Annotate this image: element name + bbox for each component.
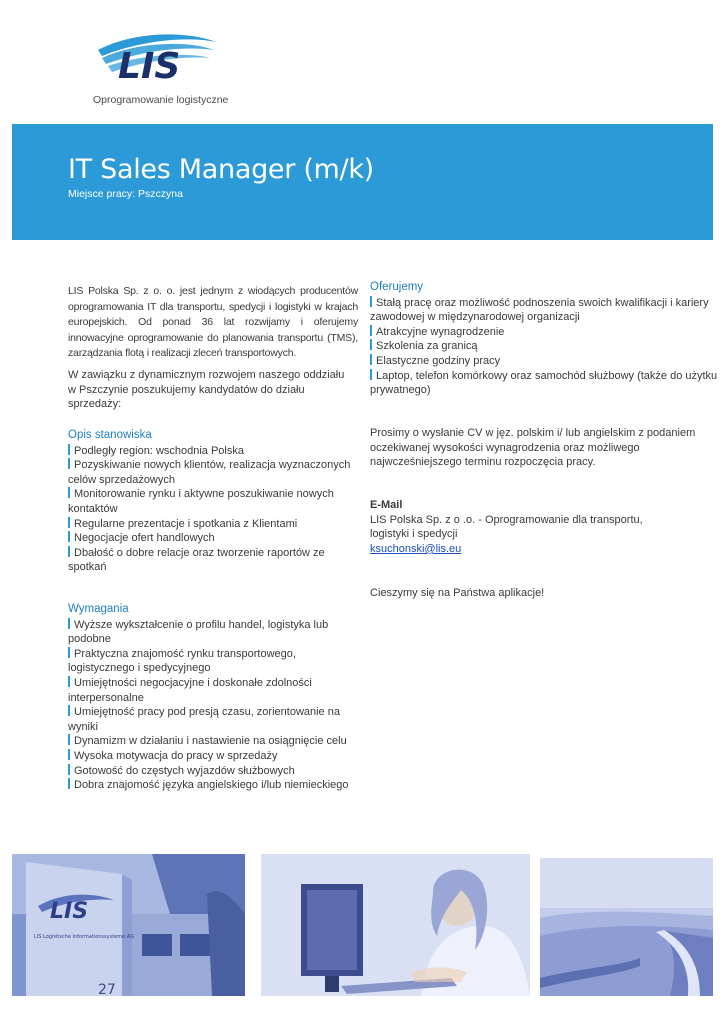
list-item: Regularne prezentacje i spotkania z Klientami [68, 517, 358, 532]
list-item: Dbałość o dobre relacje oraz tworzenie raportów ze spotkań [68, 546, 325, 574]
email-link[interactable]: ksuchonski@lis.eu [370, 542, 462, 555]
offer-heading: Oferujemy [370, 281, 424, 293]
list-item: Szkolenia za granicą [370, 339, 720, 354]
highway-landscape-photo [540, 858, 713, 996]
requirements-heading: Wymagania [68, 603, 129, 615]
job-location: Miejsce pracy: Pszczyna [68, 188, 183, 200]
svg-text:LIS: LIS [50, 899, 89, 924]
company-intro: LIS Polska Sp. z o. o. jest jednym z wiodących producentów oprogramowania IT dla transportu, spedycji i logistyki w krajach europejskich. Od ponad 36 lat rozwijamy i oferujemy innowacyjne oprogramowanie do planowania transportu (TMS), zarządzania flotą i realizacji zleceń transportowych. [68, 285, 358, 359]
cv-instructions: Prosimy o wysłanie CV w jęz. polskim i/ lub angielskim z podaniem oczekiwanej wysokości wynagrodzenia oraz możliwego najwcześniejszego terminu rozpoczęcia pracy. [370, 427, 696, 469]
list-item: Umiejętności negocjacyjne i doskonałe zdolności interpersonalne [68, 676, 312, 704]
contact-company-line-2: logistyki i spedycji [370, 528, 458, 541]
list-item: Stałą pracę oraz możliwość podnoszenia swoich kwalifikacji i kariery zawodowej w międzynarodowej organizacji [370, 296, 709, 324]
woman-at-computer-photo [261, 854, 530, 996]
list-item: Elastyczne godziny pracy [370, 354, 720, 369]
email-label: E-Mail [370, 499, 403, 511]
job-description-heading: Opis stanowiska [68, 429, 152, 441]
svg-text:27: 27 [98, 982, 116, 996]
list-item: Podległy region: wschodnia Polska [68, 444, 358, 459]
company-logo [92, 28, 222, 90]
job-description-section [68, 428, 358, 575]
logo-text: LIS [118, 46, 181, 87]
list-item: Umiejętność pracy pod presją czasu, zorientowanie na wyniki [68, 706, 340, 733]
tagline: Oprogramowanie logistyczne [93, 94, 229, 106]
list-item: Negocjacje ofert handlowych [68, 531, 358, 546]
list-item: Gotowość do częstych wyjazdów służbowych [68, 764, 358, 779]
list-item: Laptop, telefon komórkowy oraz samochód służbowy (także do użytku prywatnego) [370, 369, 718, 397]
list-item: Wysoka motywacja do pracy w sprzedaży [68, 749, 358, 764]
office-building-photo [12, 854, 245, 996]
list-item: Atrakcyjne wynagrodzenie [370, 325, 720, 340]
requirements-section [68, 602, 358, 793]
svg-text:LIS Logistische Informationssy: LIS Logistische Informationssysteme AG [34, 934, 134, 940]
closing-text: Cieszymy się na Państwa aplikacje! [370, 587, 545, 599]
job-title: IT Sales Manager (m/k) [68, 154, 374, 185]
list-item: Praktyczna znajomość rynku transportowego, logistycznego i spedycyjnego [68, 647, 296, 675]
offer-section [370, 280, 720, 398]
contact-company-line: LIS Polska Sp. z o .o. - Oprogramowanie dla transportu, [370, 513, 643, 526]
list-item: Wyższe wykształcenie o profilu handel, logistyka lub podobne [68, 618, 329, 646]
search-text: W zawiązku z dynamicznym rozwojem naszego oddziału w Pszczynie poszukujemy kandydatów do działu sprzedaży: [68, 369, 345, 411]
contact-block [370, 498, 720, 556]
list-item: Pozyskiwanie nowych klientów, realizacja wyznaczonych celów sprzedażowych [68, 459, 351, 486]
list-item: Dynamizm w działaniu i nastawienie na osiągnięcie celu [68, 734, 358, 749]
list-item: Monitorowanie rynku i aktywne poszukiwanie nowych kontaktów [68, 488, 334, 515]
title-banner [12, 124, 713, 240]
list-item: Dobra znajomość języka angielskiego i/lub niemieckiego [68, 778, 358, 793]
